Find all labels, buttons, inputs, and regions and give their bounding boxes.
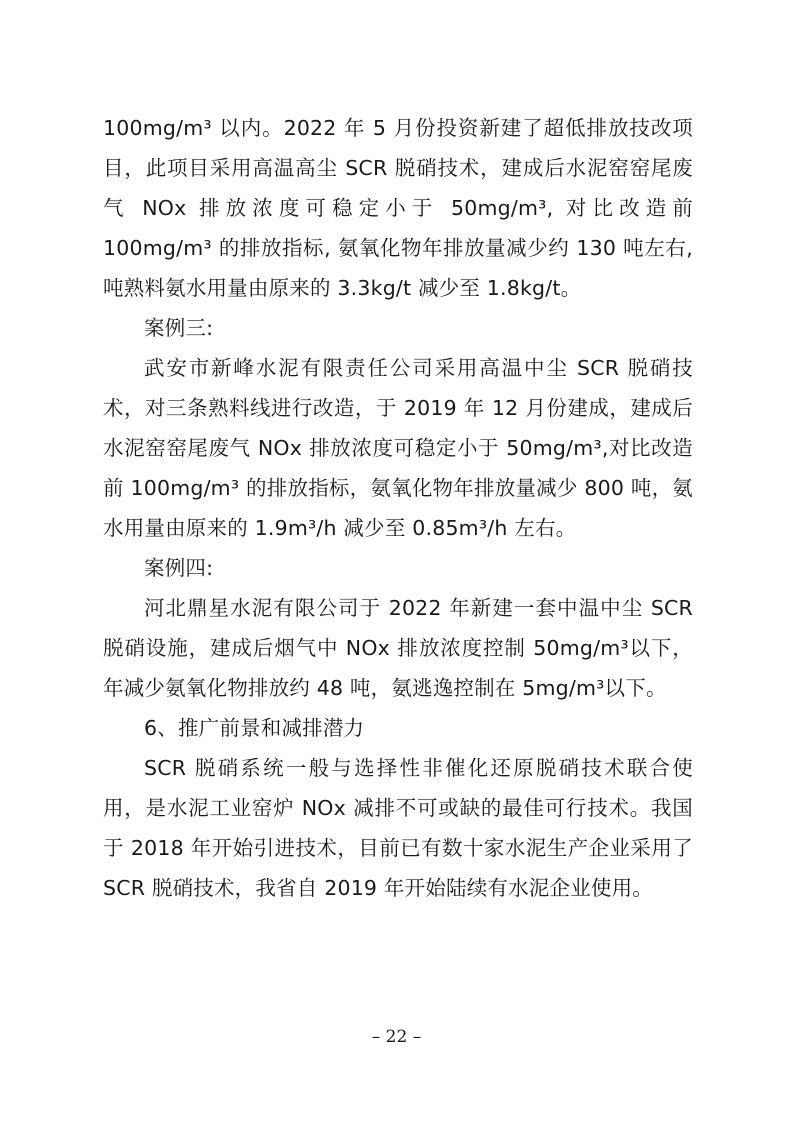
page-number: – 22 – <box>371 1027 422 1047</box>
paragraph-line: 河北鼎星水泥有限公司于 2022 年新建一套中温中尘 SCR <box>144 596 693 620</box>
paragraph-line: 气 NOx 排放浓度可稳定小于 50mg/m³, 对比改造前 <box>103 196 693 220</box>
paragraph-line: 100mg/m³ 以内。2022 年 5 月份投资新建了超低排放技改项 <box>103 116 693 140</box>
paragraph-line: 用，是水泥工业窑炉 NOx 减排不可或缺的最佳可行技术。我国 <box>103 796 693 820</box>
paragraph-line: SCR 脱硝技术，我省自 2019 年开始陆续有水泥企业使用。 <box>103 876 653 900</box>
section-heading: 6、推广前景和减排潜力 <box>144 716 365 740</box>
paragraph-line: 水用量由原来的 1.9m³/h 减少至 0.85m³/h 左右。 <box>103 516 577 540</box>
paragraph-line: 于 2018 年开始引进技术，目前已有数十家水泥生产企业采用了 <box>103 836 693 860</box>
case-heading: 案例三: <box>144 316 214 340</box>
paragraph-line: 术，对三条熟料线进行改造，于 2019 年 12 月份建成，建成后 <box>103 396 693 420</box>
paragraph-line: 吨熟料氨水用量由原来的 3.3kg/t 减少至 1.8kg/t。 <box>103 276 582 300</box>
paragraph-line: 年减少氨氧化物排放约 48 吨，氨逃逸控制在 5mg/m³以下。 <box>103 676 667 700</box>
paragraph-line: SCR 脱硝系统一般与选择性非催化还原脱硝技术联合使 <box>144 756 693 780</box>
paragraph-line: 脱硝设施，建成后烟气中 NOx 排放浓度控制 50mg/m³以下， <box>103 636 693 660</box>
paragraph-line: 水泥窑窑尾废气 NOx 排放浓度可稳定小于 50mg/m³,对比改造 <box>103 436 693 460</box>
paragraph-line: 目，此项目采用高温高尘 SCR 脱硝技术，建成后水泥窑窑尾废 <box>103 156 693 180</box>
case-heading: 案例四: <box>144 556 214 580</box>
paragraph-line: 100mg/m³ 的排放指标, 氨氧化物年排放量减少约 130 吨左右, <box>103 236 693 260</box>
paragraph-line: 武安市新峰水泥有限责任公司采用高温中尘 SCR 脱硝技 <box>144 356 693 380</box>
body-text <box>103 108 693 908</box>
paragraph-line: 前 100mg/m³ 的排放指标，氨氧化物年排放量减少 800 吨，氨 <box>103 476 693 500</box>
